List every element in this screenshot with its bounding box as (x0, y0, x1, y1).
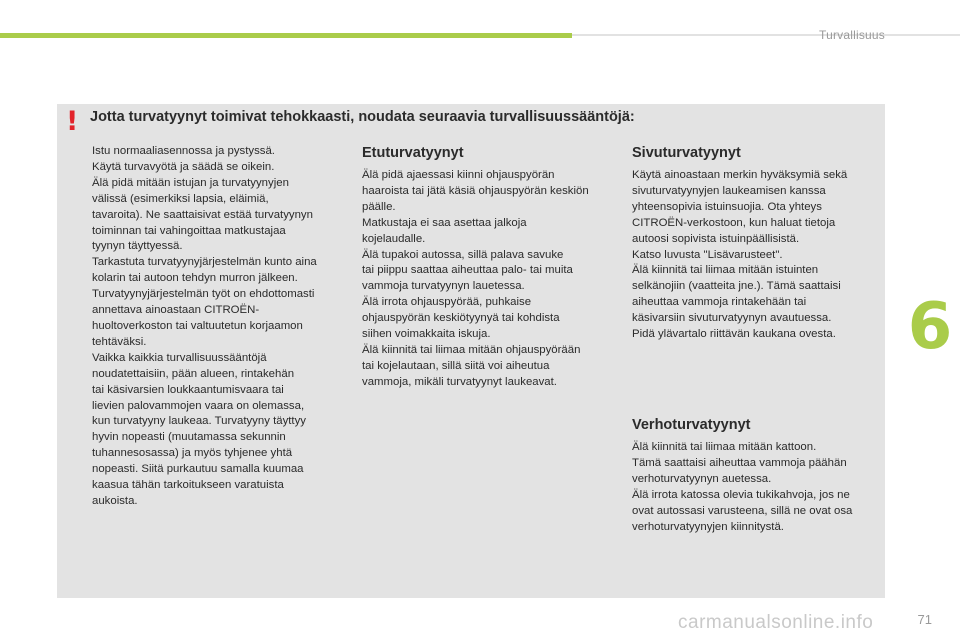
text-line: selkänojiin (vaatteita jne.). Tämä saattaisi (632, 280, 841, 293)
text-line: siihen voimakkaita iskuja. (362, 328, 491, 341)
text-line: haaroista tai jätä käsiä ohjauspyörän keskiön (362, 184, 589, 197)
text-line: välissä (esimerkiksi lapsia, eläimiä, (92, 192, 269, 205)
text-line: päälle. (362, 200, 396, 213)
text-line: Turvatyynyjärjestelmän työt on ehdottomasti (92, 288, 315, 301)
text-line: huoltoverkoston tai valtuutetun korjaamon (92, 319, 303, 332)
text-line: tuhannesosassa) ja myös tyhjenee yhtä (92, 447, 293, 460)
header-rule (572, 34, 960, 36)
front-airbags-text (362, 168, 612, 391)
text-line: Älä tupakoi autossa, sillä palava savuke (362, 248, 564, 261)
text-line: yhteensopivia istuinsuojia. Ota yhteys (632, 200, 822, 213)
section-title: Turvallisuus (819, 28, 885, 42)
text-line: aukoista. (92, 494, 138, 507)
curtain-airbags-text (632, 440, 878, 535)
text-line: kaasua tähän tarkoitukseen varatuista (92, 479, 284, 492)
text-line: toiminnan tai vahingoittaa matkustajaa (92, 224, 286, 237)
text-line: tehtäväksi. (92, 335, 147, 348)
warning-icon: ! (66, 106, 79, 137)
text-line: ohjauspyörän keskiötyynyä tai kohdista (362, 312, 560, 325)
header-accent-bar (0, 33, 572, 38)
text-line: Tarkastuta turvatyynyjärjestelmän kunto aina (92, 256, 317, 269)
text-line: Pidä ylävartalo riittävän kaukana ovesta. (632, 328, 836, 341)
text-line: käsivarsiin sivuturvatyynyn avautuessa. (632, 312, 832, 325)
text-line: nopeasti. Siitä purkautuu samalla kuumaa (92, 463, 304, 476)
side-airbags-title: Sivuturvatyynyt (632, 145, 741, 161)
text-line: Katso luvusta "Lisävarusteet". (632, 248, 783, 261)
front-airbags-title: Etuturvatyynyt (362, 145, 464, 161)
text-line: sivuturvatyynyjen laukeamisen kanssa (632, 184, 826, 197)
text-line: verhoturvatyynyn auetessa. (632, 472, 772, 485)
text-line: Matkustaja ei saa asettaa jalkoja (362, 216, 527, 229)
text-line: verhoturvatyynyjen kiinnitystä. (632, 520, 784, 533)
text-line: hyvin nopeasti (muutamassa sekunnin (92, 431, 286, 444)
text-line: CITROËN-verkostoon, kun haluat tietoja (632, 216, 836, 229)
text-line: Älä pidä mitään istujan ja turvatyynyjen (92, 176, 289, 189)
chapter-number: 6 (907, 290, 953, 364)
text-line: tai kojelautaan, sillä siitä voi aiheutua (362, 359, 550, 372)
text-line: tavaroita). Ne saattaisivat estää turvatyynyn (92, 208, 313, 221)
text-line: tai käsivarsien loukkaantumisvaara tai (92, 383, 284, 396)
text-line: ovat autossasi varusteena, sillä ne ovat osa (632, 504, 853, 517)
text-line: lievien palovammojen vaara on olemassa, (92, 399, 305, 412)
text-line: Istu normaaliasennossa ja pystyssä. (92, 145, 275, 157)
text-line: aiheuttaa vammoja rintakehään tai (632, 296, 807, 309)
side-airbags-text (632, 168, 878, 343)
text-line: Vaikka kaikkia turvallisuussääntöjä (92, 351, 267, 364)
text-line: vammoja, mikäli turvatyynyt laukeavat. (362, 375, 557, 388)
general-rules-text (92, 144, 350, 510)
text-line: Käytä turvavyötä ja säädä se oikein. (92, 160, 275, 173)
text-line: Älä pidä ajaessasi kiinni ohjauspyörän (362, 169, 555, 181)
text-line: Käytä ainoastaan merkin hyväksymiä sekä (632, 169, 848, 181)
text-line: Älä kiinnitä tai liimaa mitään istuinten (632, 264, 819, 277)
text-line: autoosi sopivista istuinpäällisistä. (632, 232, 800, 245)
text-line: Älä kiinnitä tai liimaa mitään ohjauspyörään (362, 343, 581, 356)
text-line: annettava ainoastaan CITROËN- (92, 304, 260, 317)
text-line: kolarin tai autoon tehdyn murron jälkeen. (92, 272, 298, 285)
watermark: carmanualsonline.info (678, 612, 874, 633)
text-line: Älä irrota katossa olevia tukikahvoja, jos ne (632, 488, 850, 501)
page-number: 71 (917, 612, 932, 627)
text-line: kojelaudalle. (362, 232, 426, 245)
text-line: kun turvatyyny laukeaa. Turvatyyny täyttyy (92, 415, 306, 428)
warning-heading: Jotta turvatyynyt toimivat tehokkaasti, noudata seuraavia turvallisuussääntöjä: (90, 109, 635, 125)
text-line: Tämä saattaisi aiheuttaa vammoja päähän (632, 456, 847, 469)
text-line: vammoja turvatyynyn lauetessa. (362, 280, 525, 293)
text-line: tai piippu saattaa aiheuttaa palo- tai muita (362, 264, 573, 277)
curtain-airbags-title: Verhoturvatyynyt (632, 417, 751, 433)
text-line: noudatettaisiin, pään alueen, rintakehän (92, 367, 295, 380)
text-line: Älä irrota ohjauspyörää, puhkaise (362, 296, 532, 309)
text-line: Älä kiinnitä tai liimaa mitään kattoon. (632, 441, 817, 453)
text-line: tyynyn täyttyessä. (92, 240, 183, 253)
